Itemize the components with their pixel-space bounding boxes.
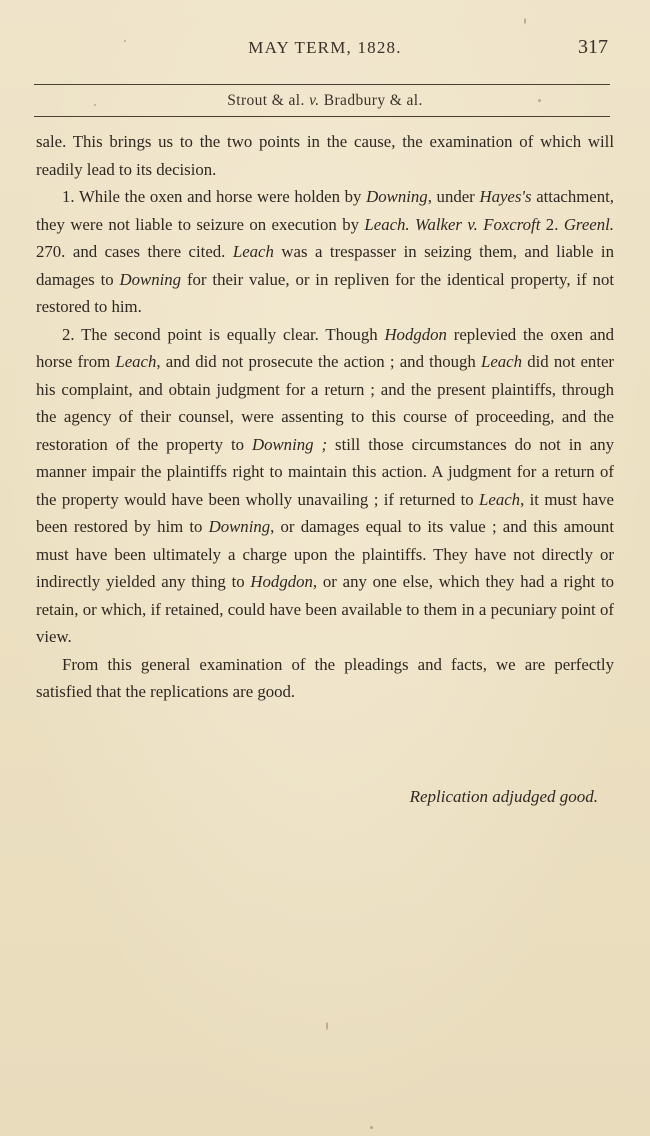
paper-speck bbox=[370, 1126, 373, 1129]
opinion-body bbox=[36, 128, 614, 706]
text-run: , and did not prosecute the action ; and though bbox=[156, 352, 481, 371]
text-run: replevied the oxen and horse from bbox=[36, 324, 614, 371]
paper-speck bbox=[524, 18, 526, 24]
italic-name: Hayes's bbox=[479, 187, 532, 206]
text-run: , under bbox=[427, 187, 480, 206]
header-rule-bottom bbox=[34, 116, 610, 117]
text-run: was a trespasser in seizing them, and liable in damages to bbox=[36, 242, 614, 289]
case-caption-parties-1: Strout & al. bbox=[227, 92, 310, 109]
paragraph-1 bbox=[36, 183, 614, 321]
paper-speck bbox=[538, 99, 541, 102]
text-run: still those circumstances do not in any manner impair the plaintiffs right to maintain this action. A judgment for a return of the property would have been wholly unavailing ; if returned to bbox=[36, 434, 614, 509]
italic-name: Downing bbox=[366, 187, 428, 206]
paper-speck bbox=[326, 1022, 328, 1030]
running-title: MAY TERM, 1828. bbox=[248, 38, 402, 57]
case-caption-versus: v. bbox=[309, 92, 320, 109]
italic-name: Leach. Walker v. Foxcroft bbox=[364, 214, 541, 234]
case-caption bbox=[0, 92, 650, 110]
italic-name: Hodgdon bbox=[384, 324, 447, 344]
header-rule-top bbox=[34, 84, 610, 85]
italic-name: Downing ; bbox=[251, 434, 328, 454]
text-run: 2. bbox=[540, 214, 564, 234]
paper-speck bbox=[94, 104, 96, 106]
case-caption-parties-2: Bradbury & al. bbox=[319, 92, 423, 109]
paragraph-3 bbox=[36, 651, 614, 706]
italic-name: Greenl. bbox=[563, 214, 614, 234]
running-head bbox=[0, 32, 650, 64]
text-run: 1. While the oxen and horse were holden by bbox=[62, 187, 367, 206]
text-run: 2. The second point is equally clear. Though bbox=[62, 324, 385, 344]
text-run: , or damages equal to its value ; and this amount must have been ultimately a charge upon the plaintiffs. They have not directly or indirectly yielded any thing to bbox=[36, 517, 614, 591]
paragraph-2 bbox=[36, 321, 614, 651]
italic-name: Downing bbox=[208, 517, 271, 536]
paragraph-0 bbox=[36, 128, 614, 183]
judgment-line: Replication adjudged good. bbox=[409, 787, 598, 806]
text-run: , or any one else, which they had a right to retain, or which, if retained, could have been available to them in a pecuniary point of view. bbox=[36, 572, 614, 646]
italic-name: Downing bbox=[119, 269, 182, 289]
text-run: 270. and cases there cited. bbox=[36, 242, 233, 261]
italic-name: Leach bbox=[115, 352, 157, 371]
paper-speck bbox=[124, 40, 126, 42]
italic-name: Hodgdon bbox=[250, 572, 313, 591]
text-run: , it must have been restored by him to bbox=[36, 489, 615, 536]
page-number: 317 bbox=[578, 36, 608, 58]
italic-name: Leach bbox=[232, 242, 274, 261]
text-run: attachment, they were not liable to seizure on execution by bbox=[36, 187, 615, 234]
italic-name: Leach bbox=[480, 352, 522, 371]
text-run: From this general examination of the pleadings and facts, we are perfectly satisfied that the replications are good. bbox=[36, 654, 614, 701]
text-run: sale. This brings us to the two points in the cause, the examination of which will readily lead to its decision. bbox=[36, 132, 614, 179]
text-run: for their value, or in repliven for the identical property, if not restored to him. bbox=[36, 269, 614, 316]
italic-name: Leach bbox=[479, 489, 521, 509]
text-run: did not enter his complaint, and obtain judgment for a return ; and the present plaintiffs, through the agency of their counsel, were assenting to this course of proceeding, and the restoration of the property to bbox=[36, 352, 615, 454]
